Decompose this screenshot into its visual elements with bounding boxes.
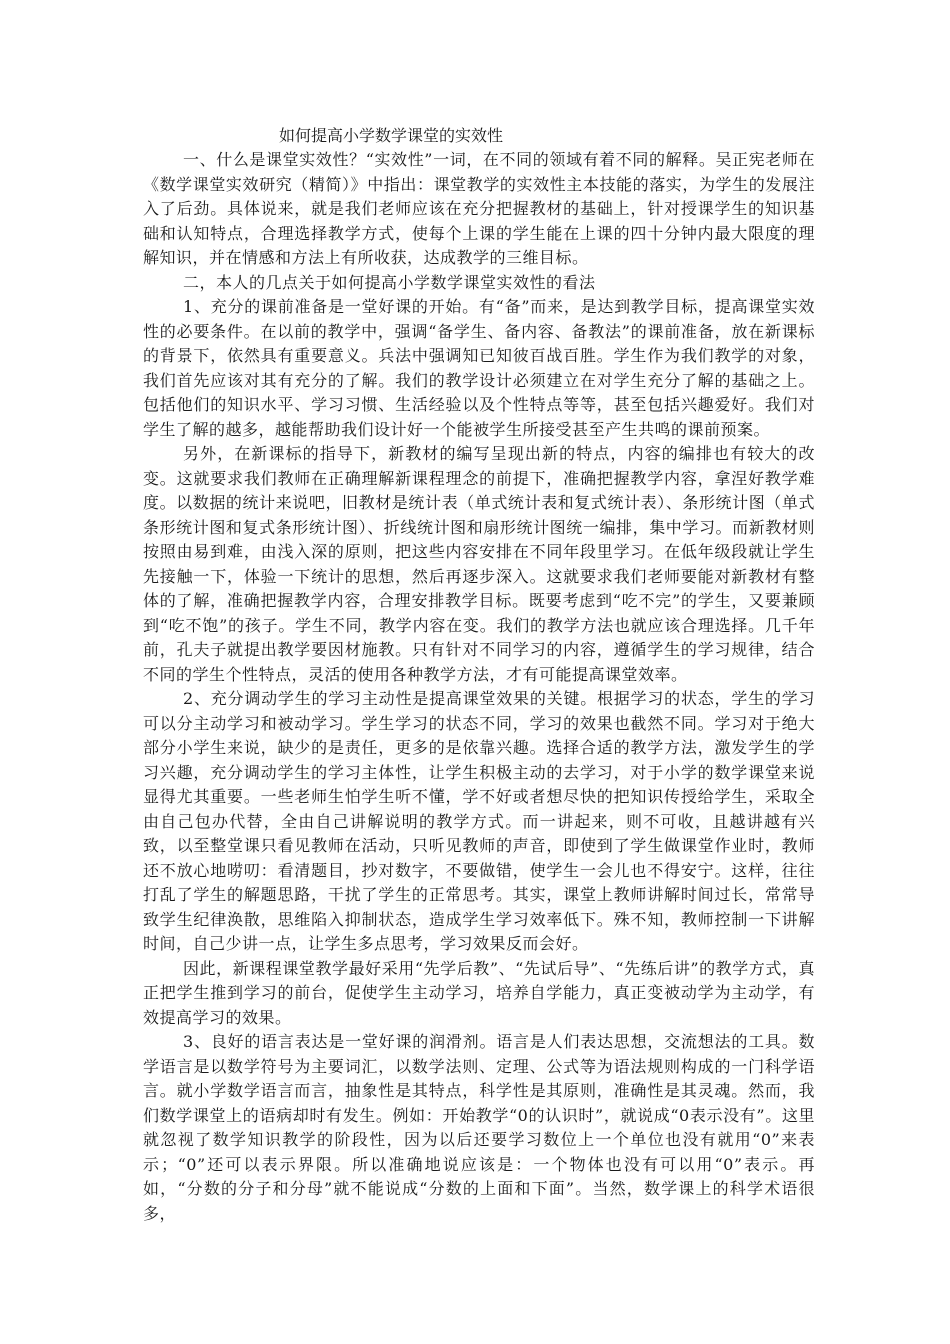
paragraph-section-heading: 二，本人的几点关于如何提高小学数学课堂实效性的看法 xyxy=(183,272,596,292)
paragraph-lesson-preparation: 1、充分的课前准备是一堂好课的开始。有“备”而来，是达到教学目标，提高课堂实效性的必要条件。在以前的教学中，强调“备学生、备内容、备教法”的课前准备，放在新课标的背景下，依然具有重要意义。兵法中强调知已知彼百战百胜。学生作为我们教学的对象，我们首先应该对其有充分的了解。我们的教学设计必须建立在对学生充分了解的基础之上。包括他们的知识水平、学习习惯、生活经验以及个性特点等等，甚至包括兴趣爱好。我们对学生了解的越多，越能帮助我们设计好一个能被学生所接受甚至产生共鸣的课前预案。 xyxy=(143,297,815,439)
paragraph-teaching-method: 因此，新课程课堂教学最好采用“先学后教”、“先试后导”、“先练后讲”的教学方式，真正把学生推到学习的前台，促使学生主动学习，培养自学能力，真正变被动学为主动学，有效提高学习的效果。 xyxy=(143,958,815,1027)
paragraph-student-initiative: 2、充分调动学生的学习主动性是提高课堂效果的关键。根据学习的状态，学生的学习可以分主动学习和被动学习。学生学习的状态不同，学习的效果也截然不同。学习对于绝大部分小学生来说，缺少的是责任，更多的是依靠兴趣。选择合适的教学方法，激发学生的学习兴趣，充分调动学生的学习主体性，让学生积极主动的去学习，对于小学的数学课堂来说显得尤其重要。一些老师生怕学生听不懂，学不好或者想尽快的把知识传授给学生，采取全由自己包办代替，全由自己讲解说明的教学方式。而一讲起来，则不可收，且越讲越有兴致，以至整堂课只看见教师在活动，只听见教师的声音，即使到了学生做课堂作业时，教师还不放心地唠叨：看清题目，抄对数字，不要做错，使学生一会儿也不得安宁。这样，往往打乱了学生的解题思路，干扰了学生的正常思考。其实，课堂上教师讲解时间过长，常常导致学生纪律涣散，思维陷入抑制状态，造成学生学习效率低下。殊不知，教师控制一下讲解时间，自己少讲一点，让学生多点思考，学习效果反而会好。 xyxy=(143,689,815,953)
document-body xyxy=(143,124,815,1226)
paragraph-new-curriculum: 另外，在新课标的指导下，新教材的编写呈现出新的特点，内容的编排也有较大的改变。这就要求我们教师在正确理解新课程理念的前提下，准确把握教学内容，拿涅好教学难度。以数据的统计来说吧，旧教材是统计表（单式统计表和复式统计表）、条形统计图（单式条形统计图和复式条形统计图）、折线统计图和扇形统计图统一编排，集中学习。而新教材则按照由易到难，由浅入深的原则，把这些内容安排在不同年段里学习。在低年级段就让学生先接触一下，体验一下统计的思想，然后再逐步深入。这就要求我们老师要能对新教材有整体的了解，准确把握教学内容，合理安排教学目标。既要考虑到“吃不完”的学生，又要兼顾到“吃不饱”的孩子。学生不同，教学内容在变。我们的教学方法也就应该合理选择。几千年前，孔夫子就提出教学要因材施教。只有针对不同学习的内容，遵循学生的学习规律，结合不同的学生个性特点，灵活的使用各种教学方法，才有可能提高课堂效率。 xyxy=(143,444,815,684)
paragraph-what-is-effectiveness: 一、什么是课堂实效性？“实效性”一词，在不同的领域有着不同的解释。吴正宪老师在《数学课堂实效研究（精简）》中指出：课堂教学的实效性主本技能的落实，为学生的发展注入了后劲。具体说来，就是我们老师应该在充分把握教材的基础上，针对授课学生的知识基础和认知特点，合理选择教学方式，使每个上课的学生能在上课的四十分钟内最大限度的理解知识，并在情感和方法上有所收获，达成教学的三维目标。 xyxy=(143,150,815,267)
document-title: 如何提高小学数学课堂的实效性 xyxy=(279,126,504,145)
paragraph-language-expression: 3、良好的语言表达是一堂好课的润滑剂。语言是人们表达思想，交流想法的工具。数学语言是以数学符号为主要词汇，以数学法则、定理、公式等为语法规则构成的一门科学语言。就小学数学语言而言，抽象性是其特点，科学性是其原则，准确性是其灵魂。然而，我们数学课堂上的语病却时有发生。例如：开始教学“0的认识时”，就说成“0表示没有”。这里就忽视了数学知识教学的阶段性，因为以后还要学习数位上一个单位也没有就用“0”来表示；“0”还可以表示界限。所以准确地说应该是：一个物体也没有可以用“0”表示。再如，“分数的分子和分母”就不能说成“分数的上面和下面”。当然，数学课上的科学术语很多， xyxy=(143,1032,815,1223)
